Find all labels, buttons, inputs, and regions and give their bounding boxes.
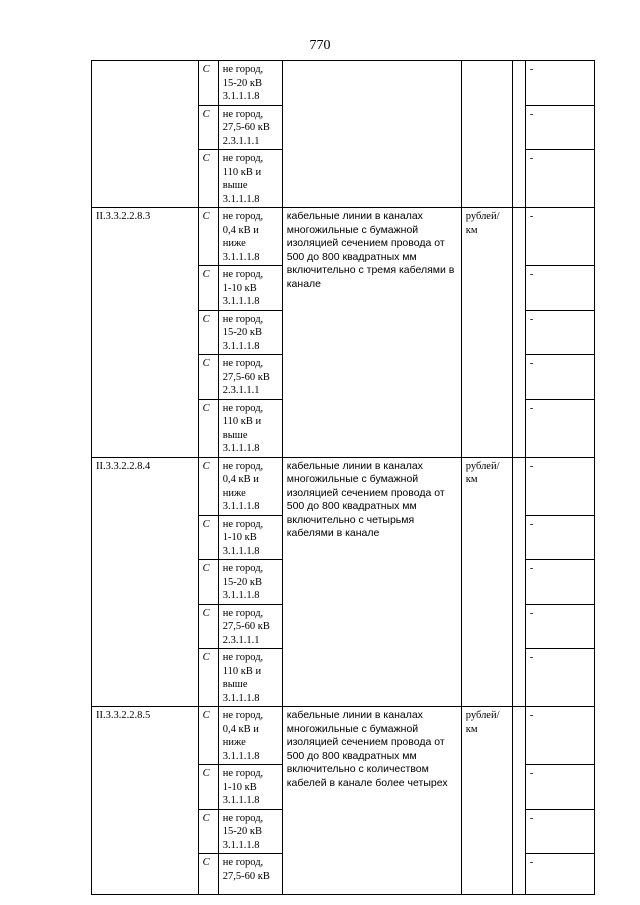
page-number: 770 <box>309 38 331 53</box>
value-cell: - <box>525 105 594 150</box>
voltage-letter: С <box>198 854 218 895</box>
value-cell: - <box>525 854 594 895</box>
voltage-letter: С <box>198 208 218 266</box>
voltage-letter: С <box>198 150 218 208</box>
item-description: кабельные линии в каналах многожильные с бумажной изоляцией сечением провода от 500 до 800 квадратных мм включительно с количеством кабелей в канале более четырех <box>282 707 461 895</box>
unit-cell: рублей/ км <box>461 457 512 707</box>
voltage-letter: С <box>198 457 218 515</box>
condition-cell: не город, 110 кВ и выше 3.1.1.1.8 <box>218 399 282 457</box>
voltage-letter: С <box>198 560 218 605</box>
spacer-cell <box>512 707 525 895</box>
value-cell: - <box>525 266 594 311</box>
condition-cell: не город, 0,4 кВ и ниже 3.1.1.1.8 <box>218 707 282 765</box>
voltage-letter: С <box>198 515 218 560</box>
voltage-letter: С <box>198 61 218 106</box>
voltage-letter: С <box>198 809 218 854</box>
voltage-letter: С <box>198 765 218 810</box>
condition-cell: не город, 0,4 кВ и ниже 3.1.1.1.8 <box>218 208 282 266</box>
condition-cell: не город, 0,4 кВ и ниже 3.1.1.1.8 <box>218 457 282 515</box>
value-cell: - <box>525 150 594 208</box>
value-cell: - <box>525 604 594 649</box>
voltage-letter: С <box>198 399 218 457</box>
condition-cell: не город, 15-20 кВ 3.1.1.1.8 <box>218 310 282 355</box>
condition-cell: не город, 1-10 кВ 3.1.1.1.8 <box>218 515 282 560</box>
condition-cell: не город, 110 кВ и выше 3.1.1.1.8 <box>218 649 282 707</box>
voltage-letter: С <box>198 105 218 150</box>
value-cell: - <box>525 809 594 854</box>
condition-cell: не город, 27,5-60 кВ <box>218 854 282 895</box>
item-description: кабельные линии в каналах многожильные с бумажной изоляцией сечением провода от 500 до 800 квадратных мм включительно с тремя кабелями в канале <box>282 208 461 458</box>
spacer-cell <box>512 208 525 458</box>
condition-cell: не город, 15-20 кВ 3.1.1.1.8 <box>218 809 282 854</box>
item-code <box>92 61 199 208</box>
item-code: II.3.3.2.2.8.5 <box>92 707 199 895</box>
value-cell: - <box>525 707 594 765</box>
item-code: II.3.3.2.2.8.4 <box>92 457 199 707</box>
condition-cell: не город, 110 кВ и выше 3.1.1.1.8 <box>218 150 282 208</box>
value-cell: - <box>525 649 594 707</box>
condition-cell: не город, 1-10 кВ 3.1.1.1.8 <box>218 266 282 311</box>
table-row <box>92 208 595 266</box>
value-cell: - <box>525 310 594 355</box>
tariff-table <box>91 60 595 895</box>
voltage-letter: С <box>198 355 218 400</box>
value-cell: - <box>525 560 594 605</box>
unit-cell: рублей/ км <box>461 208 512 458</box>
voltage-letter: С <box>198 707 218 765</box>
unit-cell <box>461 61 512 208</box>
value-cell: - <box>525 61 594 106</box>
condition-cell: не город, 15-20 кВ 3.1.1.1.8 <box>218 560 282 605</box>
value-cell: - <box>525 399 594 457</box>
condition-cell: не город, 15-20 кВ 3.1.1.1.8 <box>218 61 282 106</box>
spacer-cell <box>512 457 525 707</box>
item-code: II.3.3.2.2.8.3 <box>92 208 199 458</box>
value-cell: - <box>525 208 594 266</box>
condition-cell: не город, 27,5-60 кВ 2.3.1.1.1 <box>218 355 282 400</box>
table-row <box>92 457 595 515</box>
spacer-cell <box>512 61 525 208</box>
tariff-table-body <box>92 61 595 895</box>
value-cell: - <box>525 355 594 400</box>
condition-cell: не город, 27,5-60 кВ 2.3.1.1.1 <box>218 604 282 649</box>
value-cell: - <box>525 457 594 515</box>
voltage-letter: С <box>198 266 218 311</box>
voltage-letter: С <box>198 604 218 649</box>
table-row <box>92 707 595 765</box>
voltage-letter: С <box>198 310 218 355</box>
condition-cell: не город, 1-10 кВ 3.1.1.1.8 <box>218 765 282 810</box>
condition-cell: не город, 27,5-60 кВ 2.3.1.1.1 <box>218 105 282 150</box>
voltage-letter: С <box>198 649 218 707</box>
value-cell: - <box>525 515 594 560</box>
item-description <box>282 61 461 208</box>
table-row <box>92 61 595 106</box>
item-description: кабельные линии в каналах многожильные с бумажной изоляцией сечением провода от 500 до 800 квадратных мм включительно с четырьмя кабелями в канале <box>282 457 461 707</box>
unit-cell: рублей/ км <box>461 707 512 895</box>
value-cell: - <box>525 765 594 810</box>
